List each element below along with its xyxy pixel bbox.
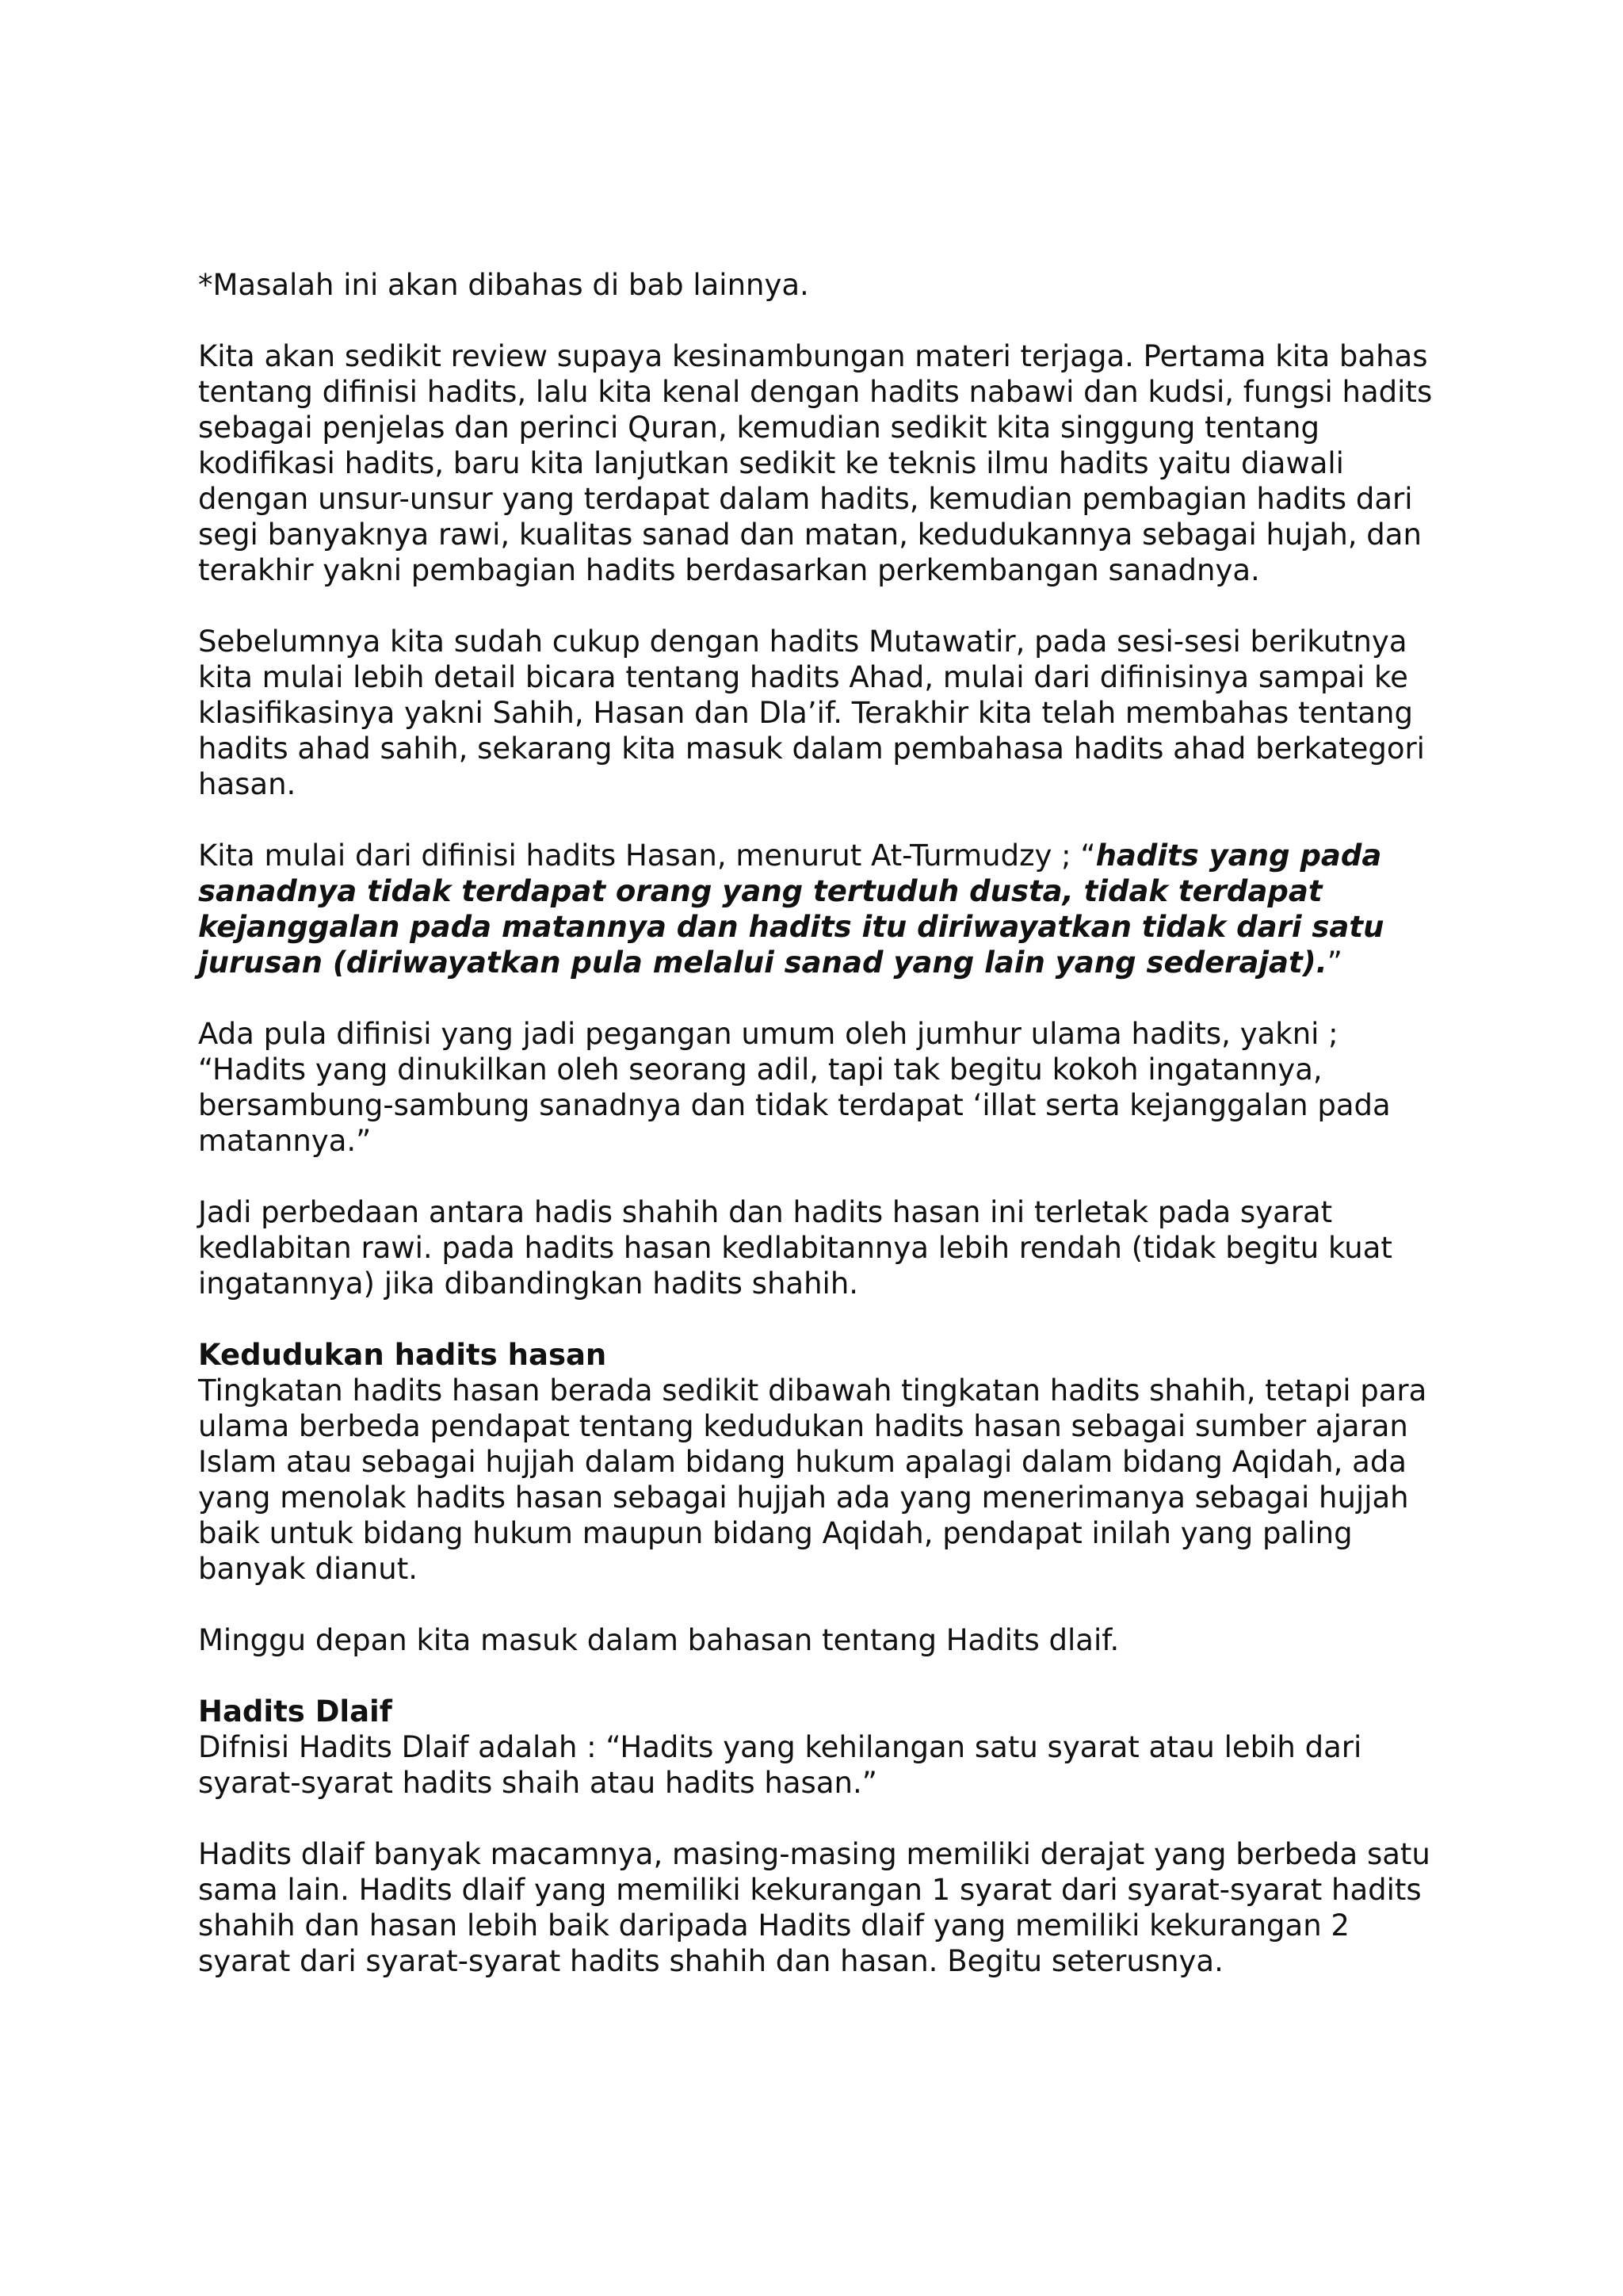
paragraph-next-week: Minggu depan kita masuk dalam bahasan tentang Hadits dlaif. [198, 1623, 1120, 1657]
paragraph-dlaif-definition: Difnisi Hadits Dlaif adalah : “Hadits yang kehilangan satu syarat atau lebih dari syarat-syarat hadits shaih atau hadits hasan.” [198, 1730, 1362, 1800]
section-kedudukan [198, 1337, 1442, 1587]
paragraph-kedudukan: Tingkatan hadits hasan berada sedikit dibawah tingkatan hadits shahih, tetapi para ulama berbeda pendapat tentang kedudukan hadits hasan sebagai sumber ajaran Islam atau sebagai hujjah dalam bidang hukum apalagi dalam bidang Aqidah, ada yang menolak hadits hasan sebagai hujjah ada yang menerimanya sebagai hujjah baik untuk bidang hukum maupun bidang Aqidah, pendapat inilah yang paling banyak dianut. [198, 1373, 1427, 1586]
definition-intro: Kita mulai dari difinisi hadits Hasan, menurut At-Turmudzy ; “ [198, 839, 1096, 873]
paragraph-difference: Jadi perbedaan antara hadis shahih dan hadits hasan ini terletak pada syarat kedlabitan rawi. pada hadits hasan kedlabitannya lebih rendah (tidak begitu kuat ingatannya) jika dibandingkan hadits shahih. [198, 1195, 1392, 1301]
paragraph-note: *Masalah ini akan dibahas di bab lainnya. [198, 268, 809, 302]
paragraph-definition-turmudzy [198, 838, 1442, 980]
heading-dlaif: Hadits Dlaif [198, 1694, 392, 1729]
document-page [198, 267, 1442, 2015]
paragraph-review: Kita akan sedikit review supaya kesinambungan materi terjaga. Pertama kita bahas tentang difinisi hadits, lalu kita kenal dengan hadits nabawi dan kudsi, fungsi hadits sebagai penjelas dan perinci Quran, kemudian sedikit kita singgung tentang kodifikasi hadits, baru kita lanjutkan sedikit ke teknis ilmu hadits yaitu diawali dengan unsur-unsur yang terdapat dalam hadits, kemudian pembagian hadits dari segi banyaknya rawi, kualitas sanad dan matan, kedudukannya sebagai hujah, dan terakhir yakni pembagian hadits berdasarkan perkembangan sanadnya. [198, 339, 1433, 587]
definition-quote: hadits yang pada sanadnya tidak terdapat orang yang tertuduh dusta, tidak terdapat kejanggalan pada matannya dan hadits itu diriwayatkan tidak dari satu jurusan (diriwayatkan pula melalui sanad yang lain yang sederajat). [198, 839, 1384, 980]
definition-end: ” [1327, 946, 1342, 980]
paragraph-dlaif-types: Hadits dlaif banyak macamnya, masing-masing memiliki derajat yang berbeda satu sama lain. Hadits dlaif yang memiliki kekurangan 1 syarat dari syarat-syarat hadits shahih dan hasan lebih baik daripada Hadits dlaif yang memiliki kekurangan 2 syarat dari syarat-syarat hadits shahih dan hasan. Begitu seterusnya. [198, 1837, 1430, 1978]
paragraph-definition-jumhur: Ada pula difinisi yang jadi pegangan umum oleh jumhur ulama hadits, yakni ; “Hadits yang dinukilkan oleh seorang adil, tapi tak begitu kokoh ingatannya, bersambung-sambung sanadnya dan tidak terdapat ‘illat serta kejanggalan pada matannya.” [198, 1017, 1391, 1158]
heading-kedudukan: Kedudukan hadits hasan [198, 1338, 607, 1372]
paragraph-ahad: Sebelumnya kita sudah cukup dengan hadits Mutawatir, pada sesi-sesi berikutnya kita mulai lebih detail bicara tentang hadits Ahad, mulai dari difinisinya sampai ke klasifikasinya yakni Sahih, Hasan dan Dla’if. Terakhir kita telah membahas tentang hadits ahad sahih, sekarang kita masuk dalam pembahasa hadits ahad berkategori hasan. [198, 625, 1425, 801]
section-dlaif [198, 1694, 1442, 1801]
